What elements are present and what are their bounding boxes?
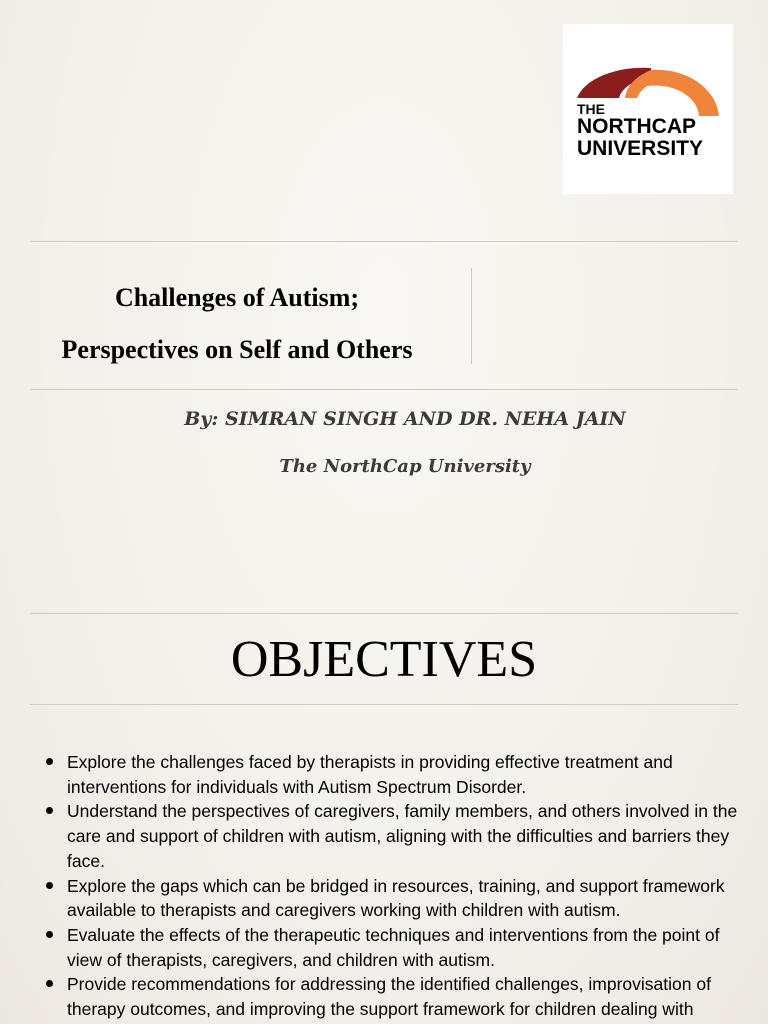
author-byline: By: SIMRAN SINGH AND DR. NEHA JAIN (184, 408, 626, 430)
list-item: Provide recommendations for addressing the identified challenges, improvisation of therapy outcomes, and improving the support framework for children dealing with (46, 972, 738, 1021)
list-item: Understand the perspectives of caregivers, family members, and others involved in the care and support of children with autism, aligning with the difficulties and barriers they face. (46, 799, 738, 873)
divider-title-bottom (30, 389, 738, 390)
university-logo (563, 24, 733, 194)
logo-university: UNIVERSITY (577, 137, 704, 160)
vertical-divider (471, 268, 472, 364)
list-item: Explore the challenges faced by therapists in providing effective treatment and interventions for individuals with Autism Spectrum Disorder. (46, 750, 738, 799)
list-item: Explore the gaps which can be bridged in resources, training, and support framework available to therapists and caregivers working with children with autism. (46, 874, 738, 923)
affiliation: The NorthCap University (279, 456, 531, 477)
logo-arc-orange (625, 70, 719, 116)
objectives-list (46, 750, 738, 1022)
divider-top (30, 241, 738, 242)
title-line-2: Perspectives on Self and Others (61, 335, 413, 364)
logo-northcap: NORTHCAP (577, 115, 696, 138)
logo-the: THE (577, 101, 605, 117)
divider-objectives-bottom (30, 704, 738, 705)
objectives-heading: OBJECTIVES (230, 631, 538, 688)
divider-objectives-top (30, 613, 738, 614)
title-line-1: Challenges of Autism; (114, 283, 360, 312)
presentation-title (30, 272, 444, 376)
list-item: Evaluate the effects of the therapeutic techniques and interventions from the point of view of therapists, caregivers, and children with autism. (46, 923, 738, 972)
